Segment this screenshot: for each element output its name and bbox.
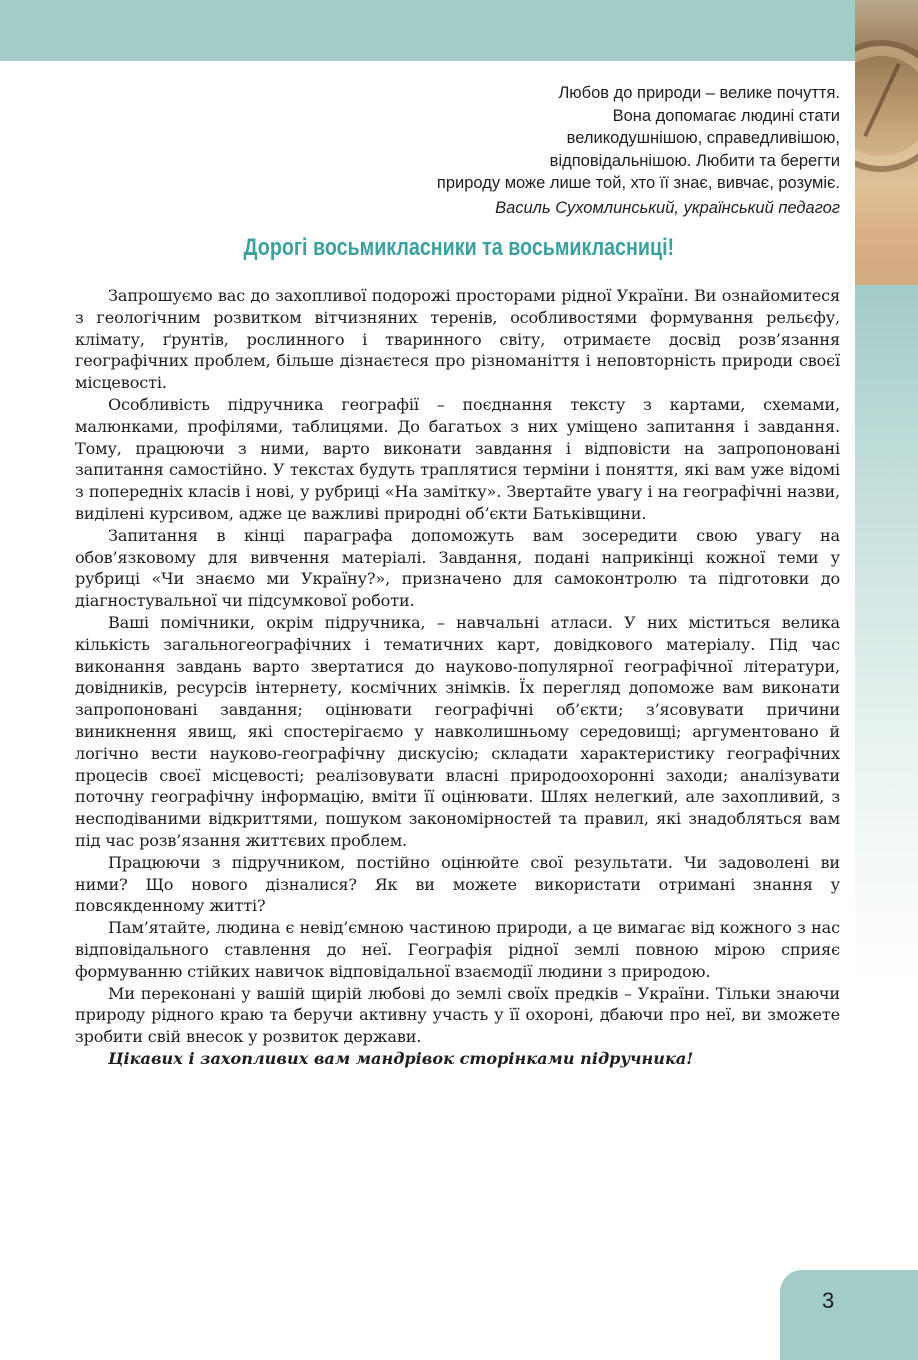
- page-number-tab: [780, 1270, 918, 1360]
- page-heading: Дорогі восьмикласники та восьмикласниці!: [243, 234, 675, 261]
- paragraph: Пам’ятайте, людина є невід’ємною частиною природи, а це вимагає від кожного з нас відповідального ставлення до неї. Географія рідної землі повною мірою сприяє формуванню стійких навичок відповідальної взаємодії людини з природою.: [75, 918, 840, 981]
- side-gradient-strip: [855, 285, 918, 985]
- epigraph-author: Василь Сухомлинський, український педагог: [495, 198, 840, 217]
- epigraph-line: великодушнішою, справедливішою,: [566, 129, 840, 147]
- epigraph-line: Любов до природи – велике почуття.: [558, 84, 840, 102]
- paragraph: Запитання в кінці параграфа допоможуть вам зосередити свою увагу на обов’язковому для вивчення матеріалі. Завдання, подані наприкінці кожної теми у рубриці «Чи знаємо ми Україну?», призначено для самоконтролю та підготовки до діагностувальної чи підсумкової роботи.: [75, 525, 840, 611]
- page-number: 3: [822, 1288, 835, 1313]
- compass-photo: [855, 0, 918, 285]
- paragraph: Ми переконані у вашій щирій любові до землі своїх предків – України. Тільки знаючи природу рідного краю та беручи активну участь у її охороні, дбаючи про неї, ви зможете зробити свій внесок у розвиток держави.: [75, 983, 840, 1047]
- epigraph: [320, 82, 840, 219]
- paragraph: Ваші помічники, окрім підручника, – навчальні атласи. У них міститься велика кількість загальногеографічних і тематичних карт, довідкового матеріалу. Під час виконання завдань варто звертатися до науково-популярної географічної літератури, довідників, ресурсів інтернету, космічних знімків. Їх перегляд допоможе вам виконати запропоновані завдання; оцінювати географічні об’єкти; з’ясовувати причини виникнення явищ, які спостерігаємо у навколишньому середовищі; аргументовано й логічно вести науково-географічну дискусію; складати характеристику географічних процесів своєї місцевості; реалізовувати власні природоохоронні заходи; аналізувати поточну географічну інформацію, вміти її оцінювати. Шлях нелегкий, але захопливий, з несподіваними відкриттями, пошуком закономірностей та правил, які знадобляться вам під час розв’язання життєвих проблем.: [75, 612, 840, 850]
- top-color-band: [0, 0, 855, 61]
- epigraph-line: відповідальнішою. Любити та берегти: [549, 151, 840, 170]
- closing-wish: Цікавих і захопливих вам мандрівок сторінками підручника!: [108, 1048, 694, 1068]
- epigraph-line: Вона допомагає людині стати: [612, 106, 840, 125]
- paragraph: Запрошуємо вас до захопливої подорожі просторами рідної України. Ви ознайомитеся з геологічним розвитком вітчизняних теренів, особливостями формування рельєфу, клімату, ґрунтів, рослинного і тваринного світу, отримаєте досвід розв’язання географічних проблем, більше дізнаєтеся про різноманіття і неповторність природи своєї місцевості.: [75, 286, 840, 393]
- body-text: [75, 285, 840, 1070]
- paragraph: Працюючи з підручником, постійно оцінюйте свої результати. Чи задоволені ви ними? Що нового дізналися? Як ви можете використати отримані знання у повсякденному житті?: [75, 852, 840, 916]
- paragraph: Особливість підручника географії – поєднання тексту з картами, схемами, малюнками, профілями, таблицями. До багатьох з них уміщено запитання і завдання. Тому, працюючи з ними, варто виконати завдання і відповісти на запропоновані запитання самостійно. У текстах будуть траплятися терміни і поняття, які вам уже відомі з попередніх класів і нові, у рубриці «На замітку». Звертайте увагу і на географічні назви, виділені курсивом, адже це важливі природні об’єкти Батьківщини.: [75, 394, 840, 523]
- epigraph-line: природу може лише той, хто її знає, вивчає, розуміє.: [436, 174, 840, 192]
- photo-fade: [855, 195, 918, 285]
- compass-ring-shape: [855, 40, 918, 172]
